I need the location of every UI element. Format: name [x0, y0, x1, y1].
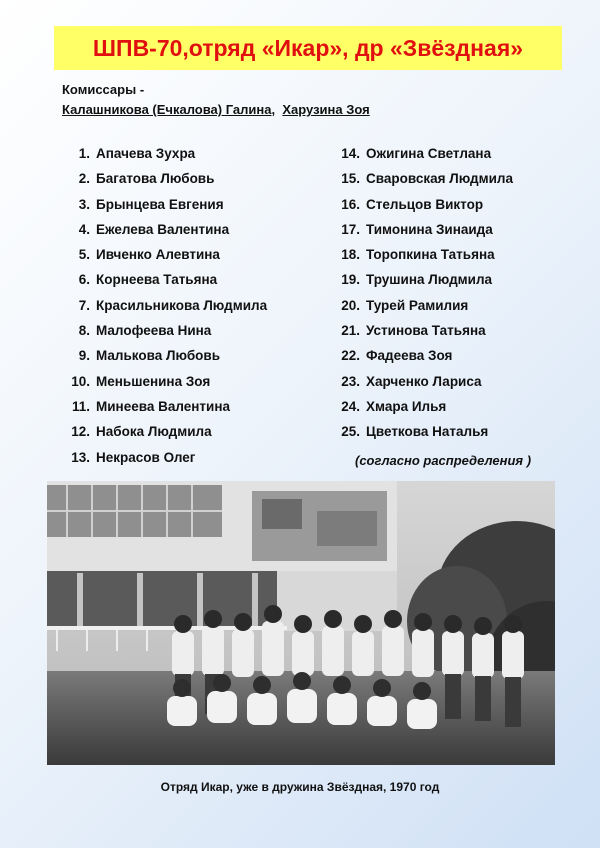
item-name: Торопкина Татьяна: [366, 247, 495, 263]
commissar-name-2: Харузина Зоя: [282, 102, 370, 117]
list-item: [68, 419, 267, 444]
item-name: Цветкова Наталья: [366, 424, 489, 440]
list-item: [338, 343, 513, 368]
list-item: [338, 394, 513, 419]
list-item: [68, 267, 267, 292]
list-item: [68, 192, 267, 217]
list-item: [68, 242, 267, 267]
list-item: [68, 445, 267, 470]
item-name: Багатова Любовь: [96, 171, 215, 187]
commissars-label: Комиссары -: [62, 82, 145, 97]
item-number: 9.: [78, 348, 90, 364]
commissar-name-1: Калашникова (Ечкалова) Галина: [62, 102, 272, 117]
list-item: [338, 293, 513, 318]
item-name: Брынцева Евгения: [96, 196, 224, 212]
item-number: 5.: [78, 247, 90, 263]
list-item: [338, 141, 513, 166]
item-name: Малофеева Нина: [96, 323, 212, 339]
item-name: Стельцов Виктор: [366, 196, 484, 212]
list-item: [338, 217, 513, 242]
list-item: [68, 369, 267, 394]
item-number: 21.: [341, 323, 360, 339]
item-number: 1.: [78, 146, 90, 161]
list-item: [338, 318, 513, 343]
item-number: 22.: [341, 348, 360, 364]
item-number: 6.: [78, 272, 90, 288]
item-name: Ежелева Валентина: [96, 221, 230, 237]
item-number: 8.: [78, 323, 90, 339]
item-number: 24.: [341, 398, 360, 414]
item-name: Хмара Илья: [366, 398, 447, 414]
item-number: 25.: [341, 424, 360, 440]
list-item: [338, 419, 513, 444]
item-number: 14.: [341, 146, 360, 161]
list-item: [68, 166, 267, 191]
member-list-right: [338, 141, 513, 445]
item-number: 4.: [78, 221, 90, 237]
item-name: Турей Рамилия: [366, 297, 469, 313]
item-name: Харченко Лариса: [366, 373, 482, 389]
item-number: 11.: [71, 398, 90, 414]
group-photo: [47, 481, 555, 765]
list-item: [68, 318, 267, 343]
list-item: [68, 217, 267, 242]
list-item: [338, 369, 513, 394]
item-number: 15.: [341, 171, 360, 187]
item-name: Малькова Любовь: [96, 348, 221, 364]
item-number: 7.: [78, 297, 90, 313]
commissars-names: [62, 102, 370, 117]
distribution-note: (согласно распределения ): [355, 453, 532, 468]
page-title: ШПВ-70,отряд «Икар», др «Звёздная»: [54, 26, 562, 70]
item-number: 2.: [78, 171, 90, 187]
item-number: 19.: [341, 272, 360, 288]
item-name: Сваровская Людмила: [366, 171, 513, 187]
list-item: [338, 242, 513, 267]
item-name: Ожигина Светлана: [366, 146, 492, 161]
item-number: 20.: [341, 297, 360, 313]
list-item: [338, 166, 513, 191]
item-number: 12.: [71, 424, 90, 440]
member-list-left: [68, 141, 267, 470]
list-item: [68, 343, 267, 368]
item-name: Фадеева Зоя: [366, 348, 453, 364]
photo-caption: Отряд Икар, уже в дружина Звёздная, 1970 год: [160, 780, 440, 794]
list-item: [338, 267, 513, 292]
item-name: Корнеева Татьяна: [96, 272, 218, 288]
item-name: Красильникова Людмила: [96, 297, 268, 313]
list-item: [68, 394, 267, 419]
list-item: [68, 141, 267, 166]
item-number: 10.: [71, 373, 90, 389]
item-number: 18.: [341, 247, 360, 263]
item-number: 13.: [71, 449, 90, 465]
item-name: Устинова Татьяна: [366, 323, 486, 339]
item-number: 3.: [78, 196, 90, 212]
item-name: Некрасов Олег: [96, 449, 196, 465]
item-name: Трушина Людмила: [366, 272, 493, 288]
item-name: Меньшенина Зоя: [96, 373, 211, 389]
list-item: [338, 192, 513, 217]
item-number: 23.: [341, 373, 360, 389]
list-item: [68, 293, 267, 318]
group-photo-illustration: [47, 481, 555, 765]
item-name: Тимонина Зинаида: [366, 221, 493, 237]
item-name: Апачева Зухра: [96, 146, 196, 161]
item-name: Ивченко Алевтина: [96, 247, 220, 263]
item-name: Минеева Валентина: [96, 398, 230, 414]
item-number: 16.: [341, 196, 360, 212]
commissar-separator: ,: [271, 102, 276, 117]
item-name: Набока Людмила: [96, 424, 212, 440]
item-number: 17.: [341, 221, 360, 237]
